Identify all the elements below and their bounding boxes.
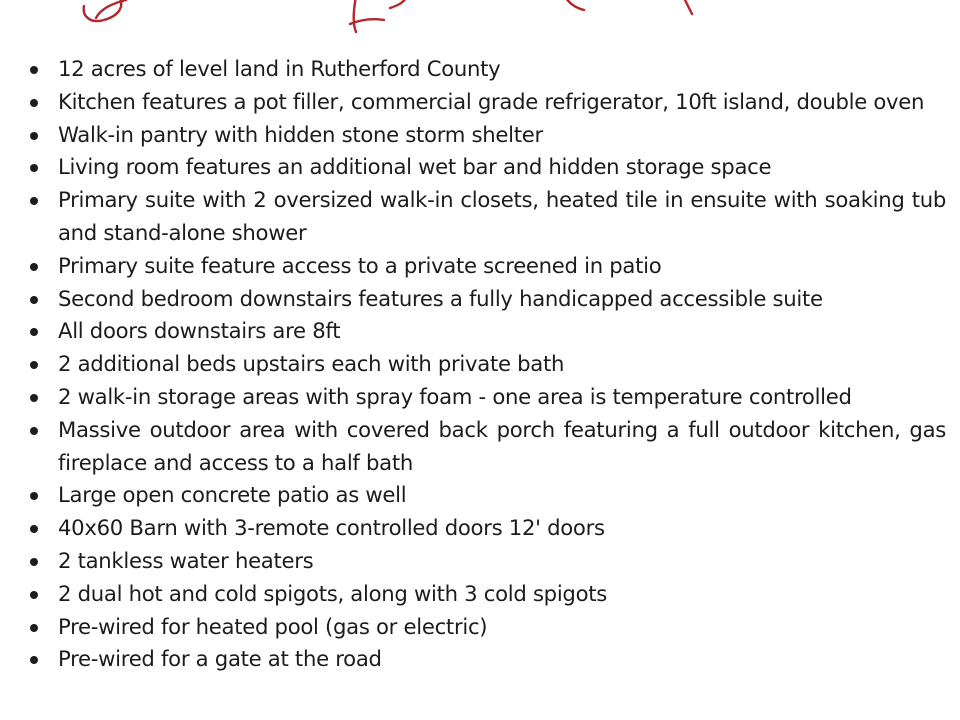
feature-text: 40x60 Barn with 3-remote controlled doors 12' doors	[58, 515, 605, 541]
feature-text: All doors downstairs are 8ft	[58, 318, 341, 344]
feature-text: Pre-wired for heated pool (gas or electric)	[58, 613, 488, 639]
feature-item	[30, 414, 946, 480]
bullet-icon	[30, 164, 38, 172]
feature-text: 2 dual hot and cold spigots, along with 3 cold spigots	[58, 580, 607, 606]
feature-text: 2 walk-in storage areas with spray foam - one area is temperature controlled	[58, 383, 852, 409]
feature-item	[30, 348, 946, 381]
feature-item	[30, 86, 946, 119]
feature-list	[30, 53, 946, 676]
bullet-icon	[30, 361, 38, 369]
feature-text: Pre-wired for a gate at the road	[58, 646, 382, 672]
feature-item	[30, 283, 946, 316]
feature-item	[30, 119, 946, 152]
feature-item	[30, 512, 946, 545]
feature-item	[30, 184, 946, 250]
bullet-icon	[30, 525, 38, 533]
feature-item	[30, 250, 946, 283]
feature-text: Massive outdoor area with covered back porch featuring a full outdoor kitchen, gas fireplace and access to a half bath	[58, 416, 946, 475]
feature-text: 2 additional beds upstairs each with private bath	[58, 351, 565, 377]
script-heading-strokes	[0, 0, 960, 40]
feature-item	[30, 151, 946, 184]
feature-text: Kitchen features a pot filler, commercial grade refrigerator, 10ft island, double oven	[58, 88, 925, 114]
bullet-icon	[30, 492, 38, 500]
feature-text: 12 acres of level land in Rutherford County	[58, 56, 501, 81]
bullet-icon	[30, 328, 38, 336]
feature-item	[30, 479, 946, 512]
bullet-icon	[30, 656, 38, 664]
feature-item	[30, 53, 946, 86]
feature-item	[30, 381, 946, 414]
bullet-icon	[30, 197, 38, 205]
bullet-icon	[30, 296, 38, 304]
feature-item	[30, 545, 946, 578]
bullet-icon	[30, 263, 38, 271]
bullet-icon	[30, 132, 38, 140]
feature-item	[30, 611, 946, 644]
feature-item	[30, 578, 946, 611]
bullet-icon	[30, 427, 38, 435]
feature-text: Primary suite feature access to a private screened in patio	[58, 252, 662, 278]
bullet-icon	[30, 394, 38, 402]
feature-text: Walk-in pantry with hidden stone storm shelter	[58, 121, 543, 147]
feature-text: Primary suite with 2 oversized walk-in closets, heated tile in ensuite with soaking tub and stand-alone shower	[58, 187, 946, 245]
feature-text: 2 tankless water heaters	[58, 547, 314, 573]
feature-text: Living room features an additional wet bar and hidden storage space	[58, 154, 772, 180]
script-heading-decoration	[0, 0, 960, 40]
feature-item	[30, 315, 946, 348]
bullet-icon	[30, 624, 38, 632]
bullet-icon	[30, 558, 38, 566]
bullet-icon	[30, 66, 38, 74]
feature-item	[30, 643, 946, 676]
bullet-icon	[30, 591, 38, 599]
feature-text: Large open concrete patio as well	[58, 482, 407, 508]
feature-text: Second bedroom downstairs features a fully handicapped accessible suite	[58, 285, 823, 311]
bullet-icon	[30, 99, 38, 107]
